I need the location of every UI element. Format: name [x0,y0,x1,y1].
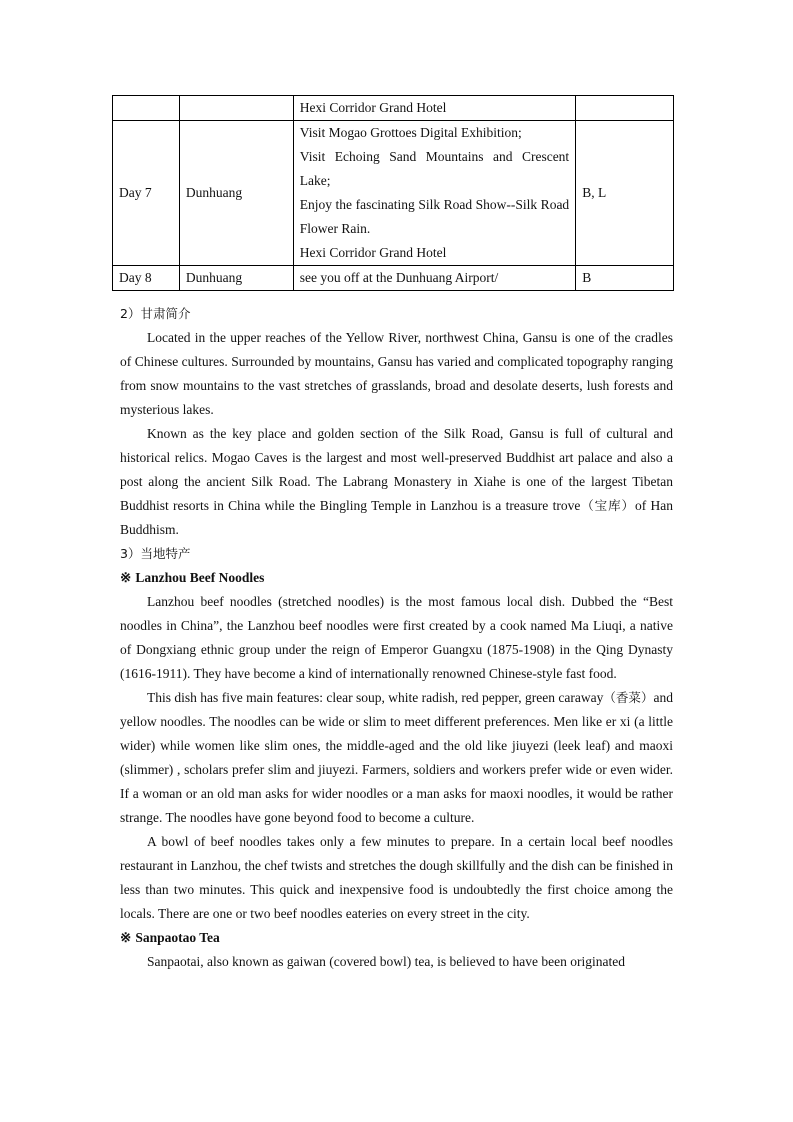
section-heading-local-specialties: 3）当地特产 [120,546,191,561]
subheading-text: Lanzhou Beef Noodles [135,570,265,585]
section-heading-gansu-intro: 2）甘肃简介 [120,306,191,321]
paragraph-text: Known as the key place and golden section of the Silk Road, Gansu is full of cultural and historical relics. Mogao Caves is the largest and most well-preserved Buddhist art palace and also a post along the ancient Silk Road. The Labrang Monastery in Xiahe is one of the largest Tibetan Buddhist resorts in China while the Bingling Temple in Lanzhou is a treasure trove [120,426,673,513]
chinese-gloss: （宝库） [580,498,635,513]
table-row [113,121,674,266]
reference-mark: ※ [120,930,132,945]
paragraph: Lanzhou beef noodles (stretched noodles) is the most famous local dish. Dubbed the “Best noodles in China”, the Lanzhou beef noodles were first created by a cook named Ma Liuqi, a native of Dongxiang ethnic group under the reign of Emperor Guangxu (1875-1908) in the Qing Dynasty (1616-1911). They have become a kind of internationally renowned Chinese-style fast food. [120,594,673,681]
activity-line: see you off at the Dunhuang Airport/ [299,270,499,285]
subheading-beef-noodles [120,566,673,590]
paragraph-text: of Han Buddhism. [120,498,673,537]
place-cell: Dunhuang [179,266,293,291]
itinerary-table [112,95,674,291]
meals-cell: B, L [576,121,674,266]
activities-cell [293,121,575,266]
day-cell: Day 7 [113,121,180,266]
paragraph: Located in the upper reaches of the Yellow River, northwest China, Gansu is one of the cradles of Chinese cultures. Surrounded by mountains, Gansu has varied and complicated topography ranging from snow mountains to the vast stretches of grasslands, broad and desolate deserts, lush forests and mysterious lakes. [120,330,673,417]
activities-cell [293,266,575,291]
paragraph [120,422,673,542]
chinese-gloss: （香菜） [603,690,654,705]
paragraph: A bowl of beef noodles takes only a few minutes to prepare. In a certain local beef noodles restaurant in Lanzhou, the chef twists and stretches the dough skillfully and the dish can be finished in less than two minutes. This quick and inexpensive food is undoubtedly the first choice among the locals. There are one or two beef noodles eateries on every street in the city. [120,834,673,921]
paragraph [120,686,673,830]
paragraph-text: This dish has five main features: clear soup, white radish, red pepper, green caraway [147,690,604,705]
meals-cell: B [576,266,674,291]
meals-cell [576,96,674,121]
table-row [113,96,674,121]
paragraph: Sanpaotai, also known as gaiwan (covered bowl) tea, is believed to have been originated [147,954,625,969]
activities-cell [293,96,575,121]
activity-line: Visit Echoing Sand Mountains and Crescent Lake; [299,149,570,188]
day-cell: Day 8 [113,266,180,291]
day-cell [113,96,180,121]
reference-mark: ※ [120,570,132,585]
paragraph-text: and yellow noodles. The noodles can be wide or slim to meet different preferences. Men like er xi (a little wider) while women like slim ones, the middle-aged and the old like jiuyezi (leek leaf) and maoxi (slimmer) , scholars prefer slim and jiuyezi. Farmers, soldiers and workers prefer wide or even wider. If a woman or an old man asks for wider noodles or a man asks for maoxi noodles, it would be rather strange. The noodles have gone beyond food to become a culture. [120,690,673,825]
document-body [120,302,673,974]
activity-line: Hexi Corridor Grand Hotel [299,245,447,260]
subheading-sanpaotao-tea [120,926,673,950]
place-cell: Dunhuang [179,121,293,266]
table-row [113,266,674,291]
place-cell [179,96,293,121]
activity-line: Enjoy the fascinating Silk Road Show--Silk Road Flower Rain. [299,197,570,236]
activity-line: Visit Mogao Grottoes Digital Exhibition; [299,125,522,140]
subheading-text: Sanpaotao Tea [135,930,220,945]
activity-line: Hexi Corridor Grand Hotel [299,100,447,115]
